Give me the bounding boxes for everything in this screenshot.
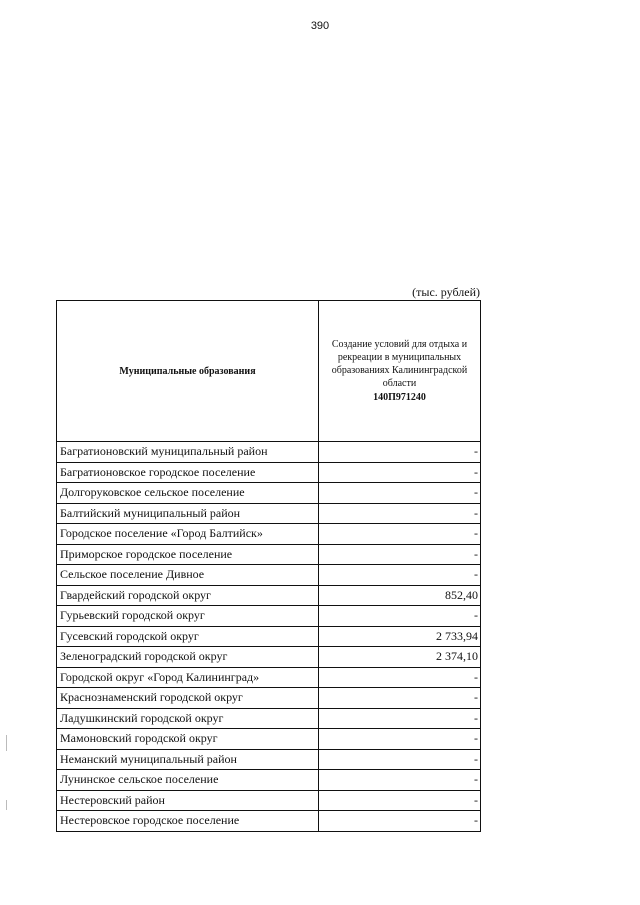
table-body [57,442,481,832]
municipality-name: Нестеровский район [57,790,319,811]
amount-cell: - [319,688,481,709]
table-row [57,667,481,688]
table-row [57,544,481,565]
municipality-name: Балтийский муниципальный район [57,503,319,524]
amount-cell: - [319,524,481,545]
table-row [57,811,481,832]
municipality-name: Багратионовское городское поселение [57,462,319,483]
amount-cell: - [319,667,481,688]
amount-cell: - [319,503,481,524]
municipality-name: Зеленоградский городской округ [57,647,319,668]
amount-cell: - [319,483,481,504]
amount-cell: - [319,708,481,729]
amount-cell: - [319,729,481,750]
table-row [57,729,481,750]
table-row [57,790,481,811]
municipality-name: Неманский муниципальный район [57,749,319,770]
amount-cell: 2 733,94 [319,626,481,647]
amount-cell: - [319,565,481,586]
municipality-name: Нестеровское городское поселение [57,811,319,832]
municipality-name: Краснознаменский городской округ [57,688,319,709]
amount-cell: - [319,811,481,832]
municipality-name: Мамоновский городской округ [57,729,319,750]
header-recreation-column [319,301,481,442]
municipality-name: Гвардейский городской округ [57,585,319,606]
table-row [57,749,481,770]
municipality-name: Приморское городское поселение [57,544,319,565]
table-row [57,585,481,606]
units-label: (тыс. рублей) [412,285,480,299]
amount-cell: - [319,749,481,770]
header-recreation-text: Создание условий для отдыха и рекреации в муниципальных образованиях Калининградской области [331,339,468,389]
amount-cell: 2 374,10 [319,647,481,668]
page-number: 390 [310,20,330,32]
header-code: 140П971240 [373,392,426,403]
amount-cell: - [319,790,481,811]
amount-cell: - [319,442,481,463]
table-row [57,524,481,545]
amount-cell: 852,40 [319,585,481,606]
municipality-name: Городское поселение «Город Балтийск» [57,524,319,545]
amount-cell: - [319,544,481,565]
municipality-name: Сельское поселение Дивное [57,565,319,586]
table-row [57,770,481,791]
table-row [57,626,481,647]
table-row [57,708,481,729]
table-row [57,647,481,668]
municipality-name: Гусевский городской округ [57,626,319,647]
municipality-name: Багратионовский муниципальный район [57,442,319,463]
amount-cell: - [319,770,481,791]
amount-cell: - [319,462,481,483]
table-row [57,565,481,586]
table-header-row [57,301,481,442]
municipality-name: Ладушкинский городской округ [57,708,319,729]
scan-speck [6,800,7,810]
municipality-name: Долгоруковское сельское поселение [57,483,319,504]
municipality-name: Городской округ «Город Калининград» [57,667,319,688]
scan-speck [6,735,7,751]
table-row [57,462,481,483]
table-row [57,688,481,709]
table-row [57,442,481,463]
municipality-name: Лунинское сельское поселение [57,770,319,791]
budget-table [56,300,481,832]
table-row [57,606,481,627]
municipality-name: Гурьевский городской округ [57,606,319,627]
header-municipalities: Муниципальные образования [57,301,319,442]
table-row [57,483,481,504]
amount-cell: - [319,606,481,627]
table-row [57,503,481,524]
